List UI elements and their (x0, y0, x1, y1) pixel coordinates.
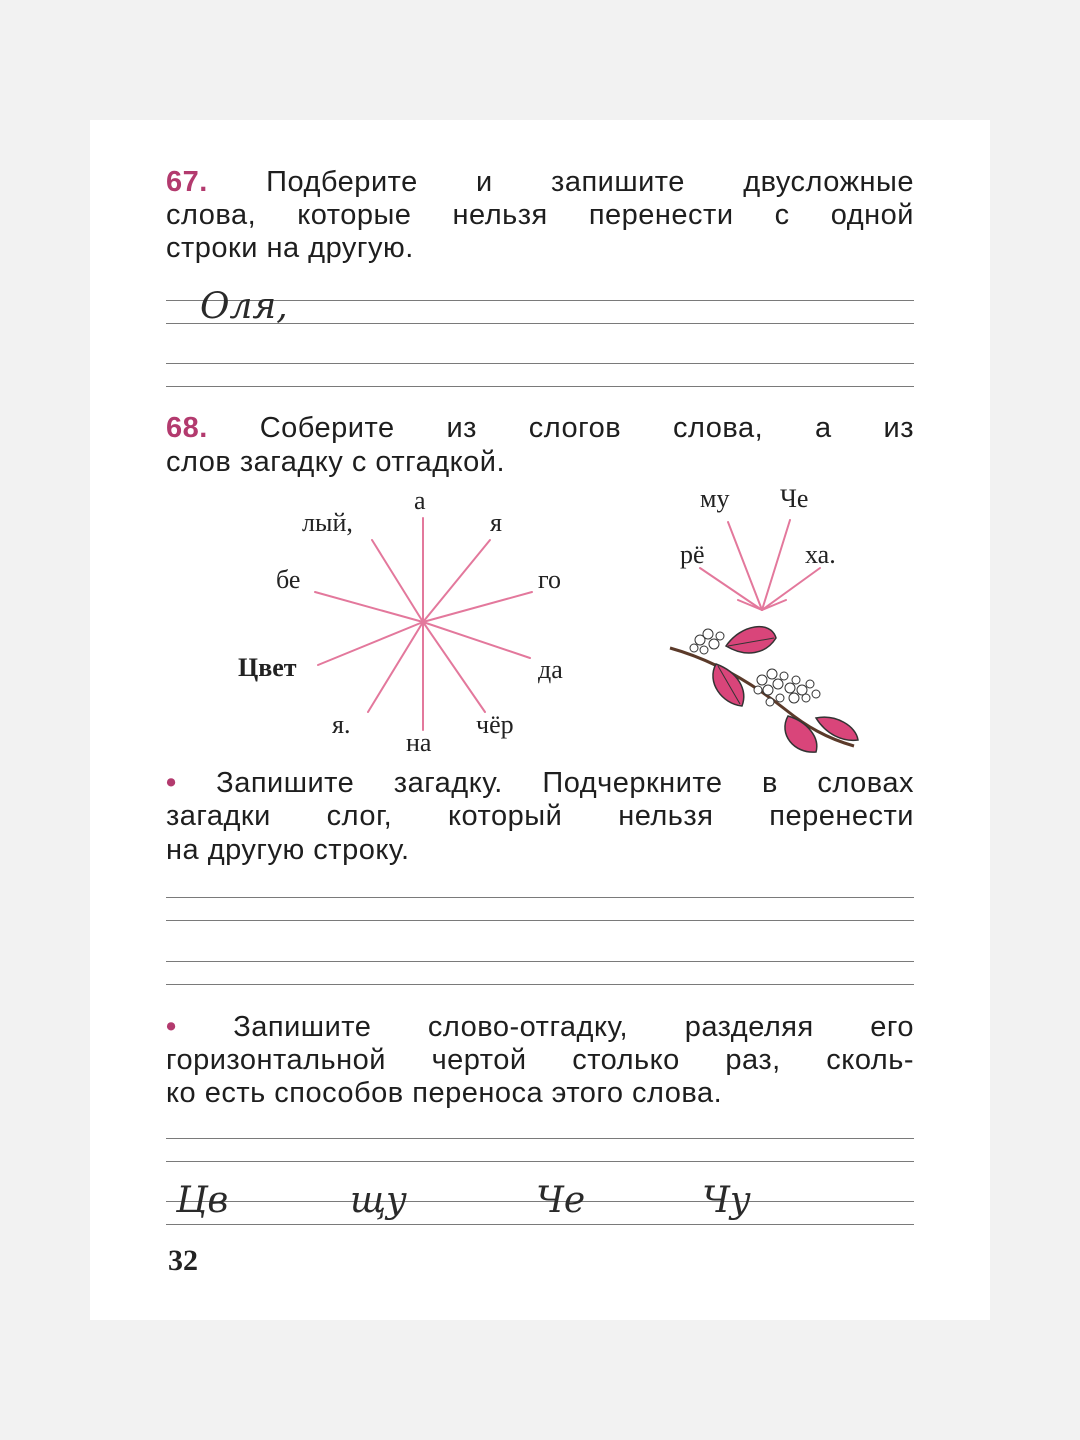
bird-cherry-branch-image (666, 618, 866, 758)
star-ray (368, 622, 423, 712)
writing-line (166, 920, 914, 921)
star-ray (423, 622, 485, 712)
task1-line1 (166, 767, 914, 800)
copybook-sample: Чу (702, 1180, 751, 1221)
writing-line (166, 1224, 914, 1225)
writing-line (166, 961, 914, 962)
bullet-icon: • (166, 1011, 177, 1043)
ex68-line2: слов загадку с отгадкой. (166, 446, 506, 478)
copybook-sample: Че (536, 1180, 586, 1221)
ex67-line2: слова, которые нельзя перенести с одной (166, 199, 914, 231)
syllable: я (490, 508, 502, 537)
fan-syllable: Че (780, 484, 809, 513)
writing-line (166, 897, 914, 898)
ex67-text1: Подберите и запишите двусложные (266, 166, 914, 198)
fan-ray (762, 568, 820, 610)
fan-ray (728, 522, 762, 610)
syllable: да (538, 655, 563, 684)
fan-ray (762, 520, 790, 610)
syllable: лый, (302, 508, 353, 537)
copybook-sample: щу (350, 1180, 407, 1221)
syllable: а (414, 486, 426, 515)
syllable: Цвет (238, 653, 297, 682)
ex67-line3: строки на другую. (166, 232, 414, 264)
syllable: го (538, 565, 562, 594)
star-ray (423, 622, 530, 658)
star-ray (318, 622, 423, 665)
task1-text1: Запишите загадку. Подчеркните в словах (216, 767, 914, 799)
fan-syllable: ха. (805, 540, 836, 569)
star-ray (423, 592, 532, 622)
fan-syllable: му (700, 484, 730, 513)
copybook-sample: Цв (176, 1180, 229, 1221)
ex67-number: 67. (166, 166, 208, 198)
syllable: чёр (476, 710, 514, 739)
syllable: на (406, 728, 432, 757)
syllable: бе (276, 565, 301, 594)
fan-syllable: рё (680, 540, 705, 569)
task2-text1: Запишите слово-отгадку, разделяя его (233, 1011, 914, 1043)
page-number: 32 (168, 1244, 198, 1277)
task1-line3: на другую строку. (166, 834, 410, 866)
star-ray (423, 540, 490, 622)
task2-line1 (166, 1011, 914, 1044)
ex68-text1: Соберите из слогов слова, а из (259, 412, 914, 444)
task1-line2: загадки слог, который нельзя перенести (166, 800, 914, 832)
task2-line3: ко есть способов переноса этого слова. (166, 1077, 723, 1109)
handwritten-answer: Оля, (200, 286, 288, 327)
bullet-icon: • (166, 767, 177, 799)
task2-line2: горизонтальной чертой столько раз, сколь- (166, 1044, 914, 1076)
writing-line (166, 984, 914, 985)
ex68-number: 68. (166, 412, 208, 444)
writing-line (166, 1138, 914, 1139)
fan-ray (700, 568, 762, 610)
writing-line (166, 1161, 914, 1162)
syllable: я. (332, 710, 351, 739)
